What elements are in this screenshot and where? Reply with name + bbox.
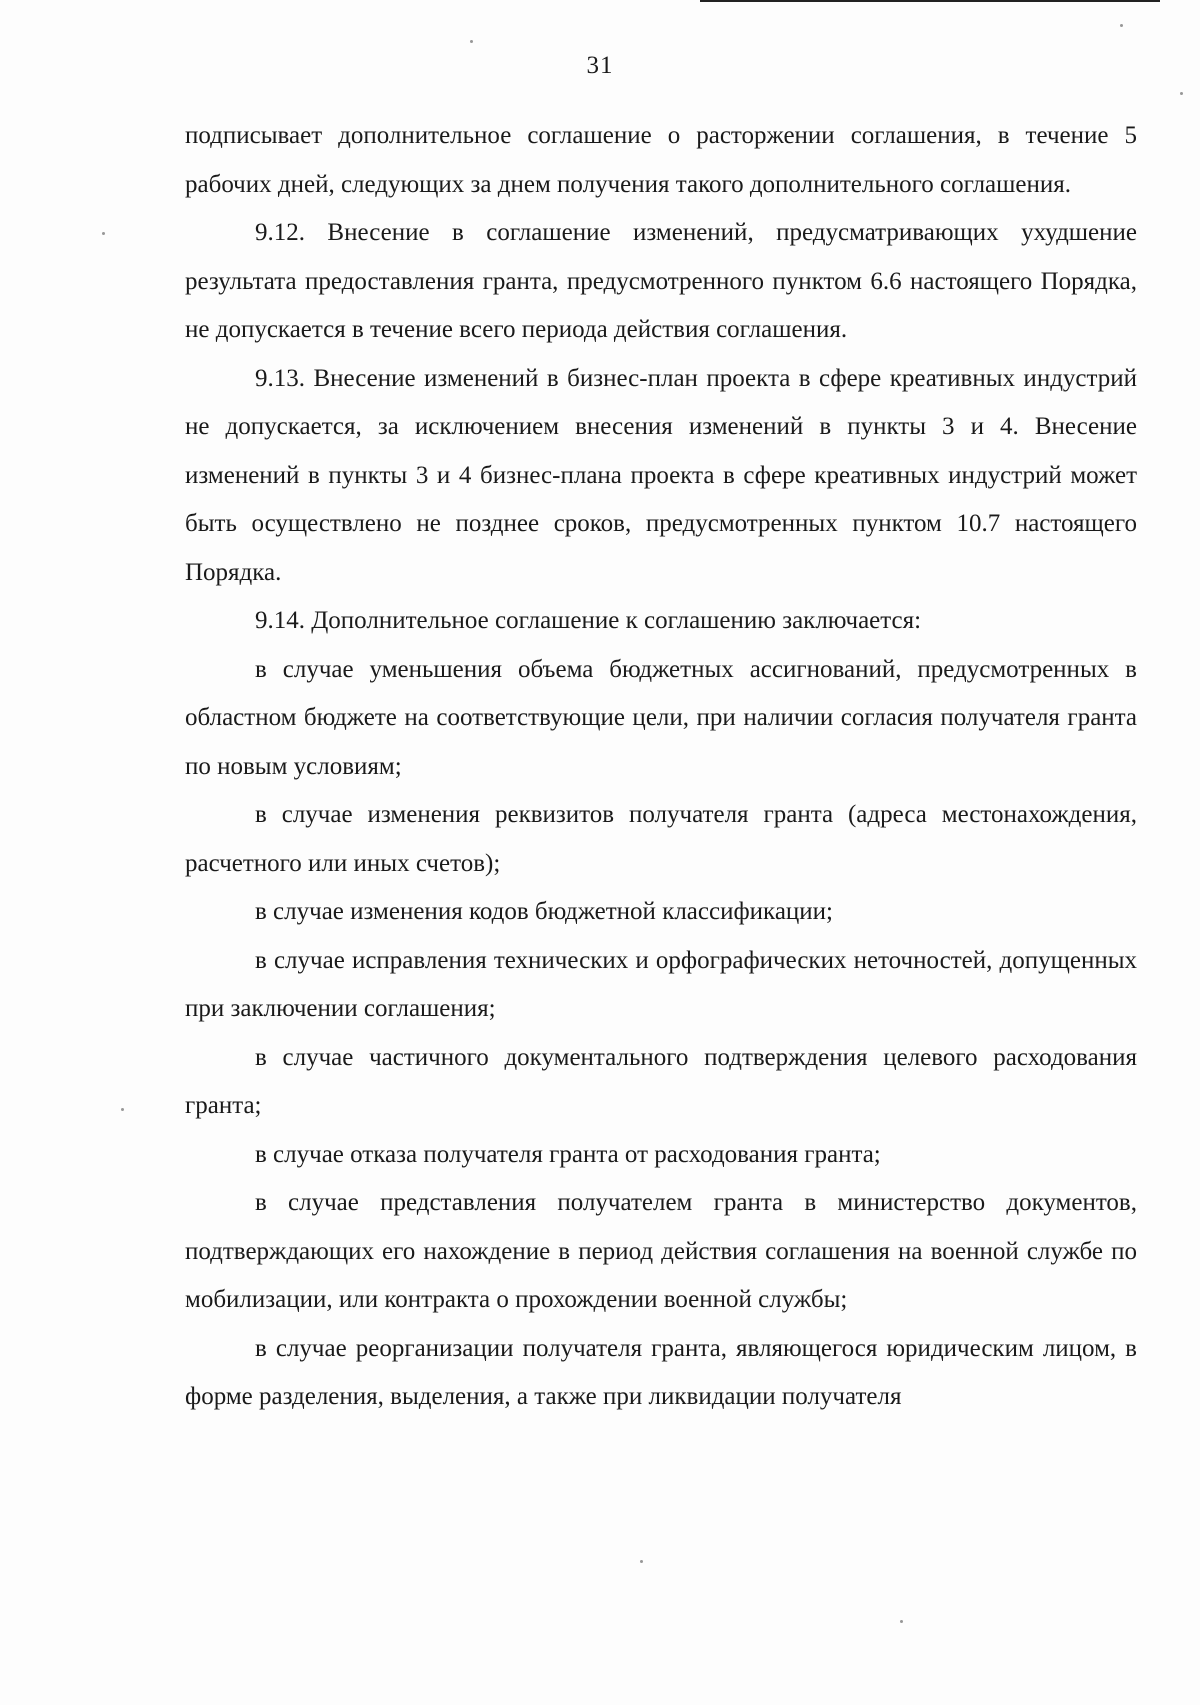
scan-speck [121, 1108, 124, 1111]
page-number: 31 [586, 52, 614, 79]
paragraph-9-14: 9.14. Дополнительное соглашение к соглашению заключается: [255, 607, 922, 634]
list-item-refusal: в случае отказа получателя гранта от расходования гранта; [255, 1140, 881, 1168]
paragraph-9-12: 9.12. Внесение в соглашение изменений, предусматривающих ухудшение результата предоставления гранта, предусмотренного пунктом 6.6 настоящего Порядка, не допускается в течение всего периода действия соглашения. [185, 219, 1137, 343]
scan-speck [470, 40, 473, 43]
list-item-budget-codes: в случае изменения кодов бюджетной классификации; [255, 898, 834, 925]
scan-speck [1120, 24, 1123, 27]
list-item-reorganization: в случае реорганизации получателя гранта, являющегося юридическим лицом, в форме разделения, выделения, а также при ликвидации получателя [185, 1334, 1137, 1410]
document-body [185, 112, 1137, 1422]
scan-speck [640, 1560, 643, 1563]
list-item-military-service: в случае представления получателем гранта в министерство документов, подтверждающих его нахождение в период действия соглашения на военной службе по мобилизации, или контракта о прохождении военной службы; [185, 1189, 1137, 1313]
list-item-partial-confirmation: в случае частичного документального подтверждения целевого расходования гранта; [185, 1043, 1137, 1119]
top-border-line [700, 0, 1160, 2]
list-item-requisites-change: в случае изменения реквизитов получателя гранта (адреса местонахождения, расчетного или иных счетов); [185, 801, 1137, 877]
scan-speck [900, 1620, 903, 1623]
list-item-corrections: в случае исправления технических и орфографических неточностей, допущенных при заключении соглашения; [185, 946, 1137, 1022]
scan-speck [102, 232, 105, 235]
list-item-budget-reduction: в случае уменьшения объема бюджетных ассигнований, предусмотренных в областном бюджете на соответствующие цели, при наличии согласия получателя гранта по новым условиям; [185, 655, 1137, 780]
paragraph-continuation: подписывает дополнительное соглашение о расторжении соглашения, в течение 5 рабочих дней, следующих за днем получения такого дополнительного соглашения. [185, 122, 1137, 198]
paragraph-9-13: 9.13. Внесение изменений в бизнес-план проекта в сфере креативных индустрий не допускается, за исключением внесения изменений в пункты 3 и 4. Внесение изменений в пункты 3 и 4 бизнес-плана проекта в сфере креативных индустрий может быть осуществлено не позднее сроков, предусмотренных пунктом 10.7 настоящего Порядка. [185, 364, 1137, 586]
scan-speck [1180, 92, 1183, 95]
